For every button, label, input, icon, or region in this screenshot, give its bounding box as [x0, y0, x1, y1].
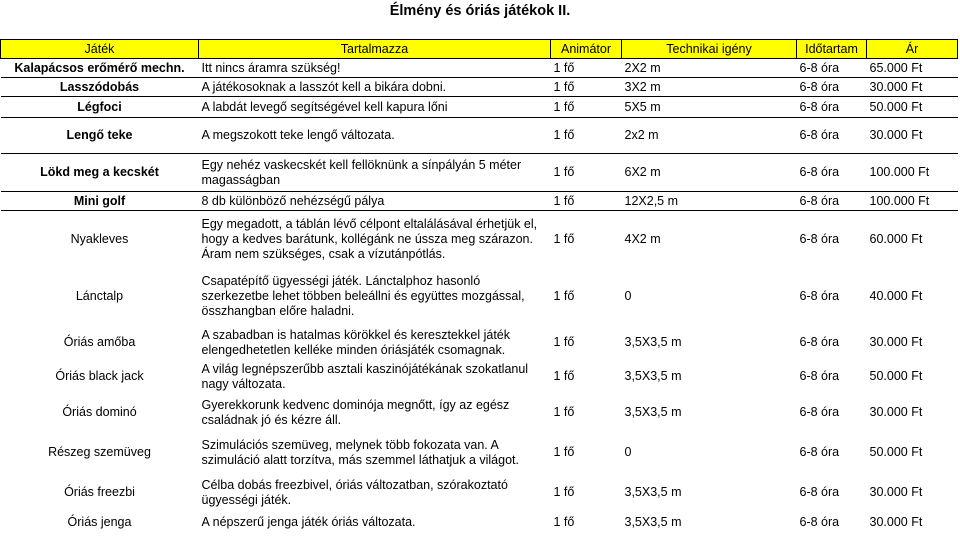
- technical-need: 3,5X3,5 m: [624, 335, 682, 349]
- animator-count: 1 fő: [553, 514, 575, 529]
- game-name: Óriás freezbi: [64, 485, 135, 499]
- table-row: [1, 211, 958, 269]
- animator-count: 1 fő: [553, 369, 575, 383]
- game-description: 8 db különböző nehézségű pálya: [199, 192, 551, 211]
- duration: 6-8 óra: [799, 445, 840, 459]
- table-row: [1, 361, 958, 393]
- header-game: Játék: [1, 40, 199, 59]
- duration: 6-8 óra: [799, 514, 840, 529]
- price: 30.000 Ft: [869, 335, 923, 349]
- animator-count: 1 fő: [553, 405, 575, 419]
- animator-count: 1 fő: [553, 445, 575, 459]
- game-name: Légfoci: [1, 97, 199, 118]
- price: 30.000 Ft: [869, 405, 923, 419]
- price: 50.000 Ft: [869, 369, 923, 383]
- game-name: Lánctalp: [75, 289, 124, 303]
- price: 65.000 Ft: [867, 59, 958, 78]
- duration: 6-8 óra: [797, 97, 867, 118]
- table-row: [1, 118, 958, 154]
- price: 30.000 Ft: [867, 78, 958, 97]
- duration: 6-8 óra: [799, 232, 840, 247]
- game-description: A játékosoknak a lasszót kell a bikára dobni.: [199, 78, 551, 97]
- price: 100.000 Ft: [867, 154, 958, 192]
- technical-need: 5X5 m: [622, 97, 797, 118]
- price: 30.000 Ft: [867, 118, 958, 154]
- technical-need: 0: [624, 445, 632, 459]
- game-description: A megszokott teke lengő változata.: [199, 118, 551, 154]
- table-row: [1, 192, 958, 211]
- game-description: Itt nincs áramra szükség!: [199, 59, 551, 78]
- duration: 6-8 óra: [799, 335, 840, 349]
- animator-count: 1 fő: [551, 59, 622, 78]
- technical-need: 3,5X3,5 m: [624, 485, 682, 499]
- technical-need: 4X2 m: [624, 232, 661, 247]
- game-description: Egy nehéz vaskecskét kell fellöknünk a sínpályán 5 méter magasságban: [199, 154, 551, 192]
- game-name: Óriás black jack: [55, 369, 144, 383]
- table-row: [1, 154, 958, 192]
- animator-count: 1 fő: [551, 97, 622, 118]
- duration: 6-8 óra: [799, 289, 840, 303]
- price: 100.000 Ft: [867, 192, 958, 211]
- table-row: [1, 59, 958, 78]
- duration: 6-8 óra: [799, 485, 840, 499]
- game-description: Egy megadott, a táblán lévő célpont eltalálásával érhetjük el, hogy a kedves barátunk, kollégánk ne ússza meg szárazon. Áram nem szükséges, csak a vízutánpótlás.: [201, 217, 538, 262]
- game-name: Óriás amőba: [63, 335, 136, 349]
- table-row: [1, 97, 958, 118]
- animator-count: 1 fő: [553, 232, 575, 247]
- header-animator: Animátor: [551, 40, 622, 59]
- technical-need: 12X2,5 m: [622, 192, 797, 211]
- game-description: A világ legnépszerűbb asztali kaszinójátékának szokatlanul nagy változata.: [201, 361, 529, 391]
- table-header-row: [1, 40, 958, 59]
- technical-need: 6X2 m: [622, 154, 797, 192]
- table-row: [1, 78, 958, 97]
- duration: 6-8 óra: [799, 405, 840, 419]
- price: 30.000 Ft: [869, 485, 923, 499]
- game-description: A labdát levegő segítségével kell kapura lőni: [199, 97, 551, 118]
- animator-count: 1 fő: [551, 192, 622, 211]
- game-name: Lasszódobás: [1, 78, 199, 97]
- duration: 6-8 óra: [799, 369, 840, 383]
- game-name: Óriás dominó: [62, 405, 137, 419]
- game-name: Nyakleves: [70, 232, 129, 247]
- table-row: [1, 325, 958, 361]
- duration: 6-8 óra: [797, 154, 867, 192]
- game-description: Célba dobás freezbivel, óriás változatban, szórakoztató ügyességi játék.: [201, 477, 508, 507]
- price: 50.000 Ft: [869, 445, 923, 459]
- table-row: [1, 473, 958, 513]
- technical-need: 2X2 m: [622, 59, 797, 78]
- animator-count: 1 fő: [553, 289, 575, 303]
- technical-need: 3,5X3,5 m: [624, 369, 682, 383]
- game-name: Részeg szemüveg: [48, 445, 151, 459]
- game-name: Lökd meg a kecskét: [1, 154, 199, 192]
- price: 40.000 Ft: [869, 289, 923, 303]
- price: 50.000 Ft: [867, 97, 958, 118]
- duration: 6-8 óra: [797, 192, 867, 211]
- technical-need: 3X2 m: [622, 78, 797, 97]
- header-duration: Időtartam: [797, 40, 867, 59]
- price: 30.000 Ft: [869, 514, 923, 529]
- table-row: [1, 393, 958, 433]
- table-row: [1, 513, 958, 532]
- animator-count: 1 fő: [551, 78, 622, 97]
- animator-count: 1 fő: [551, 154, 622, 192]
- game-description: Csapatépítő ügyességi játék. Lánctalphoz hasonló szerkezetbe lehet többen beleállni és együttes mozgással, összhangban előre haladni.: [201, 274, 525, 318]
- game-name: Mini golf: [1, 192, 199, 211]
- table-row: [1, 433, 958, 473]
- game-description: Szimulációs szemüveg, melynek több fokozata van. A szimuláció alatt torzítva, más szemmel láthatjuk a világot.: [201, 437, 519, 467]
- game-description: Gyerekkorunk kedvenc dominója megnőtt, így az egész családnak jó és kézre áll.: [201, 397, 510, 427]
- game-description: A népszerű jenga játék óriás változata.: [201, 514, 416, 529]
- game-name: Kalapácsos erőmérő mechn.: [1, 59, 199, 78]
- price: 60.000 Ft: [869, 232, 923, 247]
- game-name: Óriás jenga: [67, 514, 132, 529]
- technical-need: 0: [624, 289, 632, 303]
- games-table: [0, 39, 958, 532]
- header-technical-need: Technikai igény: [622, 40, 797, 59]
- animator-count: 1 fő: [553, 335, 575, 349]
- game-name: Lengő teke: [1, 118, 199, 154]
- table-row: [1, 269, 958, 325]
- page-title: Élmény és óriás játékok II.: [389, 3, 571, 19]
- header-description: Tartalmazza: [199, 40, 551, 59]
- game-description: A szabadban is hatalmas körökkel és keresztekkel játék elengedhetetlen kelléke minden óriásjáték csomagnak.: [201, 327, 510, 357]
- technical-need: 3,5X3,5 m: [624, 514, 682, 529]
- animator-count: 1 fő: [553, 485, 575, 499]
- header-price: Ár: [867, 40, 958, 59]
- duration: 6-8 óra: [797, 118, 867, 154]
- duration: 6-8 óra: [797, 78, 867, 97]
- duration: 6-8 óra: [797, 59, 867, 78]
- technical-need: 2x2 m: [622, 118, 797, 154]
- technical-need: 3,5X3,5 m: [624, 405, 682, 419]
- animator-count: 1 fő: [551, 118, 622, 154]
